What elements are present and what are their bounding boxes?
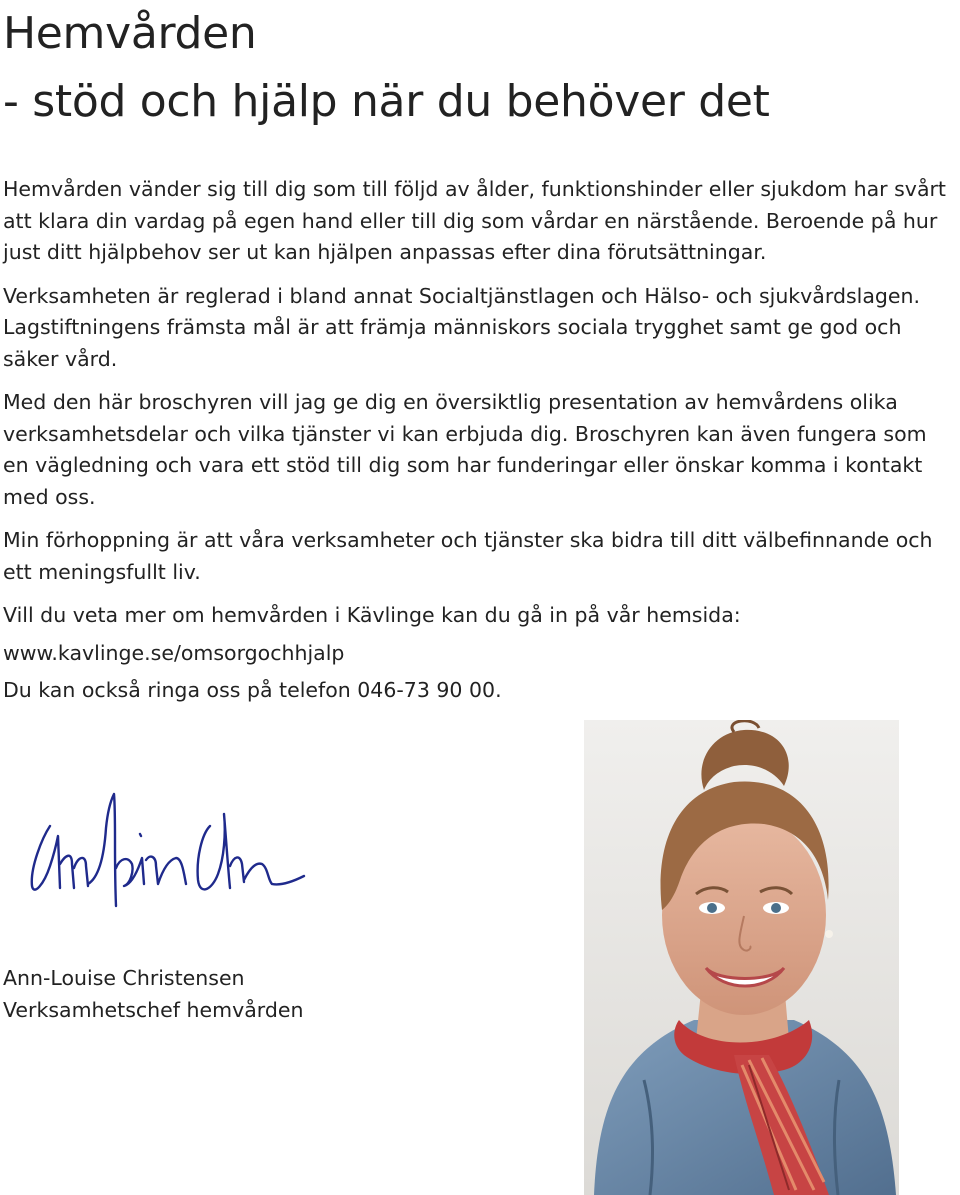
phone-line: Du kan också ringa oss på telefon 046-73 90 00. [3,678,502,702]
title-line-2: - stöd och hjälp när du behöver det [3,76,770,127]
paragraph-hope: Min förhoppning är att våra verksamheter och tjänster ska bidra till ditt välbefinnande och ett meningsfullt liv. [3,528,933,584]
signer-block [3,963,303,1026]
website-link[interactable]: www.kavlinge.se/omsorgochhjalp [3,640,345,665]
portrait-illustration [584,720,899,1195]
paragraph-intro: Hemvården vänder sig till dig som till följd av ålder, funktionshinder eller sjukdom har svårt att klara din vardag på egen hand eller till dig som vårdar en närstående. Beroende på hur just ditt hjälpbehov ser ut kan hjälpen anpassas efter dina förutsättningar. [3,177,946,264]
signature-drawing [20,788,310,923]
paragraph-brochure: Med den här broschyren vill jag ge dig en översiktlig presentation av hemvårdens olika verksamhetsdelar och vilka tjänster vi kan erbjuda dig. Broschyren kan även fungera som en vägledning och vara ett stöd till dig som har funderingar eller önskar komma i kontakt med oss. [3,390,927,509]
handwritten-signature [20,788,310,923]
portrait-photo [584,720,899,1195]
paragraph-legislation: Verksamheten är reglerad i bland annat Socialtjänstlagen och Hälso- och sjukvårdslagen. Lagstiftningens främsta mål är att främja människors sociala trygghet samt ge god och säker vård. [3,283,921,371]
title-line-1: Hemvården [3,8,257,59]
paragraph-website-intro: Vill du veta mer om hemvården i Kävlinge kan du gå in på vår hemsida: [3,603,741,627]
body-text [3,174,955,719]
page-title [3,0,770,136]
signer-name: Ann-Louise Christensen [3,966,245,990]
signer-role: Verksamhetschef hemvården [3,997,304,1022]
